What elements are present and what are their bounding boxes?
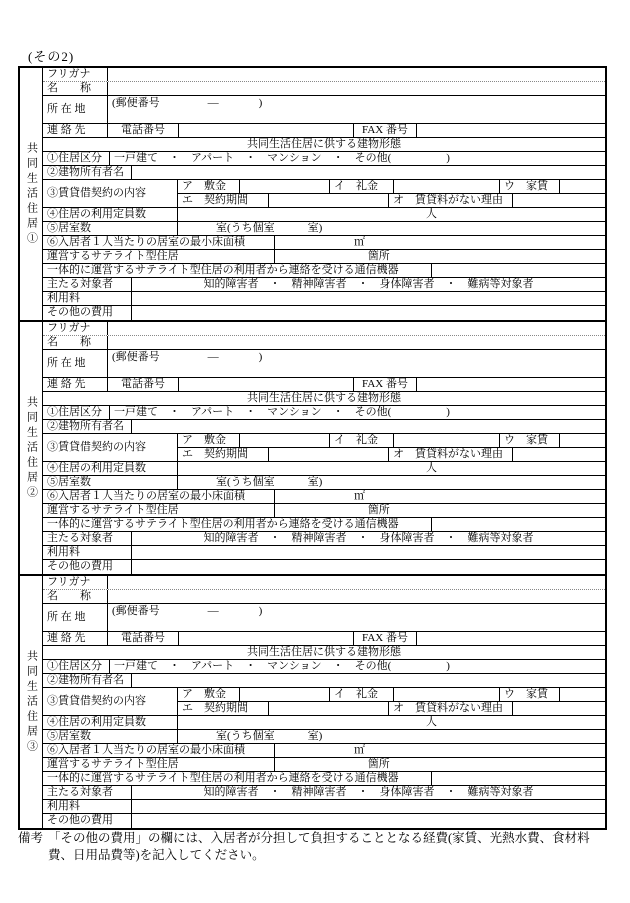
contract-period-label: エ 契約期間 — [178, 448, 269, 461]
key-money-label: イ 礼金 — [330, 688, 394, 701]
rooms-label: ⑤居室数 — [43, 222, 178, 235]
no-rent-reason-input[interactable] — [513, 194, 605, 207]
row-satellite — [43, 758, 605, 772]
rent-label: ウ 家賃 — [500, 688, 560, 701]
communication-device-label: 一体的に運営するサテライト型住居の利用者から連絡を受ける通信機器 — [43, 264, 432, 277]
lease-subrow-2 — [178, 194, 605, 207]
satellite-label: 運営するサテライト型住居 — [43, 250, 275, 263]
lease-subrows — [178, 434, 605, 461]
address-label: 所 在 地 — [43, 96, 108, 123]
rent-input[interactable] — [560, 434, 605, 447]
postal-close-label: ) — [258, 96, 263, 109]
lease-contents-label: ③賃貸借契約の内容 — [43, 434, 178, 461]
communication-device-input[interactable] — [432, 772, 605, 785]
residence-type-options[interactable]: 一戸建て ・ アパート ・ マンション ・ その他( ) — [114, 406, 450, 418]
main-target-label: 主たる対象者 — [43, 786, 132, 799]
address-input[interactable] — [108, 96, 605, 123]
lease-contents-label: ③賃貸借契約の内容 — [43, 688, 178, 715]
min-floor-area-unit-label: ㎡ — [354, 490, 365, 502]
deposit-label: ア 敷金 — [178, 688, 240, 701]
lease-subrow-1 — [178, 688, 605, 702]
contract-period-input[interactable] — [269, 702, 389, 715]
min-floor-area-unit-label: ㎡ — [354, 744, 365, 756]
communication-device-input[interactable] — [432, 518, 605, 531]
usage-fee-input[interactable] — [132, 546, 605, 559]
building-owner-input[interactable] — [132, 420, 605, 433]
rent-input[interactable] — [560, 688, 605, 701]
section-content — [43, 576, 605, 828]
capacity-label: ④住居の利用定員数 — [43, 716, 178, 729]
capacity-input[interactable] — [178, 462, 605, 475]
address-input[interactable] — [108, 350, 605, 377]
rent-input[interactable] — [560, 180, 605, 193]
section-content — [43, 68, 605, 320]
row-rooms — [43, 476, 605, 490]
deposit-label: ア 敷金 — [178, 434, 240, 447]
no-rent-reason-input[interactable] — [513, 448, 605, 461]
other-costs-label: その他の費用 — [43, 814, 132, 828]
row-main-target — [43, 532, 605, 546]
no-rent-reason-label: オ 賃貸料がない理由 — [389, 448, 513, 461]
row-communication-device — [43, 518, 605, 532]
satellite-unit-label: 箇所 — [367, 504, 390, 516]
remarks-label: 備考 — [18, 831, 44, 845]
communication-device-input[interactable] — [432, 264, 605, 277]
row-main-target — [43, 786, 605, 800]
row-contact — [43, 124, 605, 138]
contact-label: 連 絡 先 — [43, 632, 108, 645]
capacity-unit-label: 人 — [426, 462, 437, 474]
furigana-label: フリガナ — [43, 68, 108, 81]
fax-label: FAX 番号 — [354, 378, 417, 391]
postal-open-label: (郵便番号 — [112, 604, 160, 617]
residence-type-label: ①住居区分 — [43, 406, 110, 419]
phone-label: 電話番号 — [108, 632, 179, 645]
no-rent-reason-input[interactable] — [513, 702, 605, 715]
sections-container — [20, 68, 605, 828]
rooms-input[interactable] — [178, 222, 605, 235]
row-furigana — [43, 576, 605, 590]
row-building-owner — [43, 420, 605, 434]
min-floor-area-input[interactable] — [275, 236, 605, 249]
phone-input[interactable] — [179, 632, 354, 645]
main-target-label: 主たる対象者 — [43, 532, 132, 545]
name-label: 名 称 — [43, 82, 108, 95]
capacity-unit-label: 人 — [426, 208, 437, 220]
postal-close-label: ) — [258, 604, 263, 617]
min-floor-area-label: ⑥入居者１人当たりの居室の最小床面積 — [43, 490, 275, 503]
lease-subrow-1 — [178, 434, 605, 448]
postal-line — [112, 96, 601, 110]
row-rooms — [43, 222, 605, 236]
other-costs-label: その他の費用 — [43, 560, 132, 574]
residence-type-options[interactable]: 一戸建て ・ アパート ・ マンション ・ その他( ) — [114, 152, 450, 164]
capacity-label: ④住居の利用定員数 — [43, 208, 178, 221]
address-input[interactable] — [108, 604, 605, 631]
usage-fee-label: 利用料 — [43, 292, 132, 305]
furigana-input[interactable] — [108, 68, 605, 81]
other-costs-input[interactable] — [132, 814, 605, 828]
satellite-unit-label: 箇所 — [367, 758, 390, 770]
row-other-costs — [43, 560, 605, 574]
building-owner-input[interactable] — [132, 674, 605, 687]
row-residence-type — [43, 152, 605, 166]
row-address — [43, 96, 605, 124]
fax-input[interactable] — [417, 378, 605, 391]
row-building-form-header — [43, 646, 605, 660]
row-min-floor-area — [43, 744, 605, 758]
row-capacity — [43, 208, 605, 222]
furigana-input[interactable] — [108, 576, 605, 589]
contract-period-input[interactable] — [269, 448, 389, 461]
lease-subrow-1 — [178, 180, 605, 194]
row-contact — [43, 632, 605, 646]
postal-dash: ― — [207, 96, 219, 109]
row-other-costs — [43, 814, 605, 828]
building-form-header: 共同生活住居に供する建物形態 — [247, 138, 401, 150]
other-costs-label: その他の費用 — [43, 306, 132, 320]
capacity-input[interactable] — [178, 716, 605, 729]
row-building-owner — [43, 166, 605, 180]
other-costs-input[interactable] — [132, 306, 605, 320]
rent-label: ウ 家賃 — [500, 434, 560, 447]
min-floor-area-label: ⑥入居者１人当たりの居室の最小床面積 — [43, 236, 275, 249]
row-building-form-header — [43, 392, 605, 406]
row-contact — [43, 378, 605, 392]
fax-input[interactable] — [417, 632, 605, 645]
row-min-floor-area — [43, 236, 605, 250]
building-owner-label: ②建物所有者名 — [43, 420, 132, 433]
row-usage-fee — [43, 800, 605, 814]
section-side-cell — [20, 68, 43, 320]
postal-open-label: (郵便番号 — [112, 350, 160, 363]
postal-dash: ― — [207, 604, 219, 617]
row-lease-contents — [43, 688, 605, 716]
group-home-form-table — [18, 66, 607, 830]
contract-period-label: エ 契約期間 — [178, 194, 269, 207]
building-form-header: 共同生活住居に供する建物形態 — [247, 646, 401, 658]
main-target-options[interactable]: 知的障害者 ・ 精神障害者 ・ 身体障害者 ・ 難病等対象者 — [203, 278, 534, 290]
residence-type-label: ①住居区分 — [43, 660, 110, 673]
communication-device-label: 一体的に運営するサテライト型住居の利用者から連絡を受ける通信機器 — [43, 772, 432, 785]
row-building-owner — [43, 674, 605, 688]
furigana-label: フリガナ — [43, 322, 108, 335]
name-input[interactable] — [108, 590, 605, 603]
row-rooms — [43, 730, 605, 744]
main-target-options[interactable]: 知的障害者 ・ 精神障害者 ・ 身体障害者 ・ 難病等対象者 — [203, 786, 534, 798]
capacity-label: ④住居の利用定員数 — [43, 462, 178, 475]
row-other-costs — [43, 306, 605, 320]
min-floor-area-unit-label: ㎡ — [354, 236, 365, 248]
lease-contents-label: ③賃貸借契約の内容 — [43, 180, 178, 207]
usage-fee-label: 利用料 — [43, 800, 132, 813]
name-input[interactable] — [108, 82, 605, 95]
row-residence-type — [43, 660, 605, 674]
lease-subrow-2 — [178, 448, 605, 461]
row-usage-fee — [43, 546, 605, 560]
contact-label: 連 絡 先 — [43, 378, 108, 391]
row-furigana — [43, 322, 605, 336]
postal-line — [112, 604, 601, 618]
building-owner-input[interactable] — [132, 166, 605, 179]
remarks-text: 「その他の費用」の欄には、入居者が分担して負担することとなる経費(家賃、光熱水費、食材料費、日用品費等)を記入してください。 — [48, 831, 590, 862]
rooms-label: ⑤居室数 — [43, 476, 178, 489]
key-money-input[interactable] — [394, 688, 500, 701]
lease-subrows — [178, 180, 605, 207]
communication-device-label: 一体的に運営するサテライト型住居の利用者から連絡を受ける通信機器 — [43, 518, 432, 531]
rent-label: ウ 家賃 — [500, 180, 560, 193]
key-money-label: イ 礼金 — [330, 180, 394, 193]
no-rent-reason-label: オ 賃貸料がない理由 — [389, 194, 513, 207]
key-money-input[interactable] — [394, 180, 500, 193]
row-satellite — [43, 250, 605, 264]
min-floor-area-input[interactable] — [275, 744, 605, 757]
building-owner-label: ②建物所有者名 — [43, 674, 132, 687]
building-form-header: 共同生活住居に供する建物形態 — [247, 392, 401, 404]
main-target-options[interactable]: 知的障害者 ・ 精神障害者 ・ 身体障害者 ・ 難病等対象者 — [203, 532, 534, 544]
rooms-unit-label: 室(うち個室 室) — [216, 222, 323, 234]
satellite-input[interactable] — [275, 758, 605, 771]
postal-dash: ― — [207, 350, 219, 363]
residence-type-label: ①住居区分 — [43, 152, 110, 165]
row-capacity — [43, 716, 605, 730]
min-floor-area-input[interactable] — [275, 490, 605, 503]
satellite-unit-label: 箇所 — [367, 250, 390, 262]
name-input[interactable] — [108, 336, 605, 349]
furigana-label: フリガナ — [43, 576, 108, 589]
rooms-unit-label: 室(うち個室 室) — [216, 476, 323, 488]
row-usage-fee — [43, 292, 605, 306]
phone-label: 電話番号 — [108, 124, 179, 137]
usage-fee-input[interactable] — [132, 800, 605, 813]
rooms-input[interactable] — [178, 730, 605, 743]
row-name — [43, 590, 605, 604]
section-content — [43, 322, 605, 574]
rooms-unit-label: 室(うち個室 室) — [216, 730, 323, 742]
capacity-unit-label: 人 — [426, 716, 437, 728]
name-label: 名 称 — [43, 590, 108, 603]
deposit-input[interactable] — [240, 434, 330, 447]
phone-input[interactable] — [179, 378, 354, 391]
row-furigana — [43, 68, 605, 82]
address-label: 所 在 地 — [43, 350, 108, 377]
satellite-label: 運営するサテライト型住居 — [43, 758, 275, 771]
residence-section — [20, 322, 605, 576]
row-lease-contents — [43, 434, 605, 462]
row-address — [43, 350, 605, 378]
row-capacity — [43, 462, 605, 476]
furigana-input[interactable] — [108, 322, 605, 335]
deposit-input[interactable] — [240, 180, 330, 193]
row-residence-type — [43, 406, 605, 420]
satellite-label: 運営するサテライト型住居 — [43, 504, 275, 517]
phone-label: 電話番号 — [108, 378, 179, 391]
fax-label: FAX 番号 — [354, 124, 417, 137]
lease-subrows — [178, 688, 605, 715]
row-name — [43, 336, 605, 350]
address-label: 所 在 地 — [43, 604, 108, 631]
row-building-form-header — [43, 138, 605, 152]
contact-label: 連 絡 先 — [43, 124, 108, 137]
usage-fee-label: 利用料 — [43, 546, 132, 559]
postal-close-label: ) — [258, 350, 263, 363]
remarks-note — [18, 830, 607, 864]
satellite-input[interactable] — [275, 250, 605, 263]
row-lease-contents — [43, 180, 605, 208]
residence-section — [20, 576, 605, 828]
section-side-cell — [20, 576, 43, 828]
key-money-label: イ 礼金 — [330, 434, 394, 447]
main-target-label: 主たる対象者 — [43, 278, 132, 291]
no-rent-reason-label: オ 賃貸料がない理由 — [389, 702, 513, 715]
contract-period-label: エ 契約期間 — [178, 702, 269, 715]
min-floor-area-label: ⑥入居者１人当たりの居室の最小床面積 — [43, 744, 275, 757]
residence-section — [20, 68, 605, 322]
row-communication-device — [43, 264, 605, 278]
postal-line — [112, 350, 601, 364]
rooms-input[interactable] — [178, 476, 605, 489]
page-title: (その2) — [28, 49, 75, 64]
section-side-label: 共同生活住居① — [25, 141, 38, 247]
fax-label: FAX 番号 — [354, 632, 417, 645]
section-side-label: 共同生活住居③ — [25, 649, 38, 755]
phone-input[interactable] — [179, 124, 354, 137]
rooms-label: ⑤居室数 — [43, 730, 178, 743]
deposit-label: ア 敷金 — [178, 180, 240, 193]
row-communication-device — [43, 772, 605, 786]
residence-type-options[interactable]: 一戸建て ・ アパート ・ マンション ・ その他( ) — [114, 660, 450, 672]
row-satellite — [43, 504, 605, 518]
capacity-input[interactable] — [178, 208, 605, 221]
contract-period-input[interactable] — [269, 194, 389, 207]
key-money-input[interactable] — [394, 434, 500, 447]
postal-open-label: (郵便番号 — [112, 96, 160, 109]
row-main-target — [43, 278, 605, 292]
section-side-label: 共同生活住居② — [25, 395, 38, 501]
name-label: 名 称 — [43, 336, 108, 349]
row-min-floor-area — [43, 490, 605, 504]
section-side-cell — [20, 322, 43, 574]
row-address — [43, 604, 605, 632]
building-owner-label: ②建物所有者名 — [43, 166, 132, 179]
fax-input[interactable] — [417, 124, 605, 137]
usage-fee-input[interactable] — [132, 292, 605, 305]
lease-subrow-2 — [178, 702, 605, 715]
row-name — [43, 82, 605, 96]
satellite-input[interactable] — [275, 504, 605, 517]
other-costs-input[interactable] — [132, 560, 605, 574]
deposit-input[interactable] — [240, 688, 330, 701]
